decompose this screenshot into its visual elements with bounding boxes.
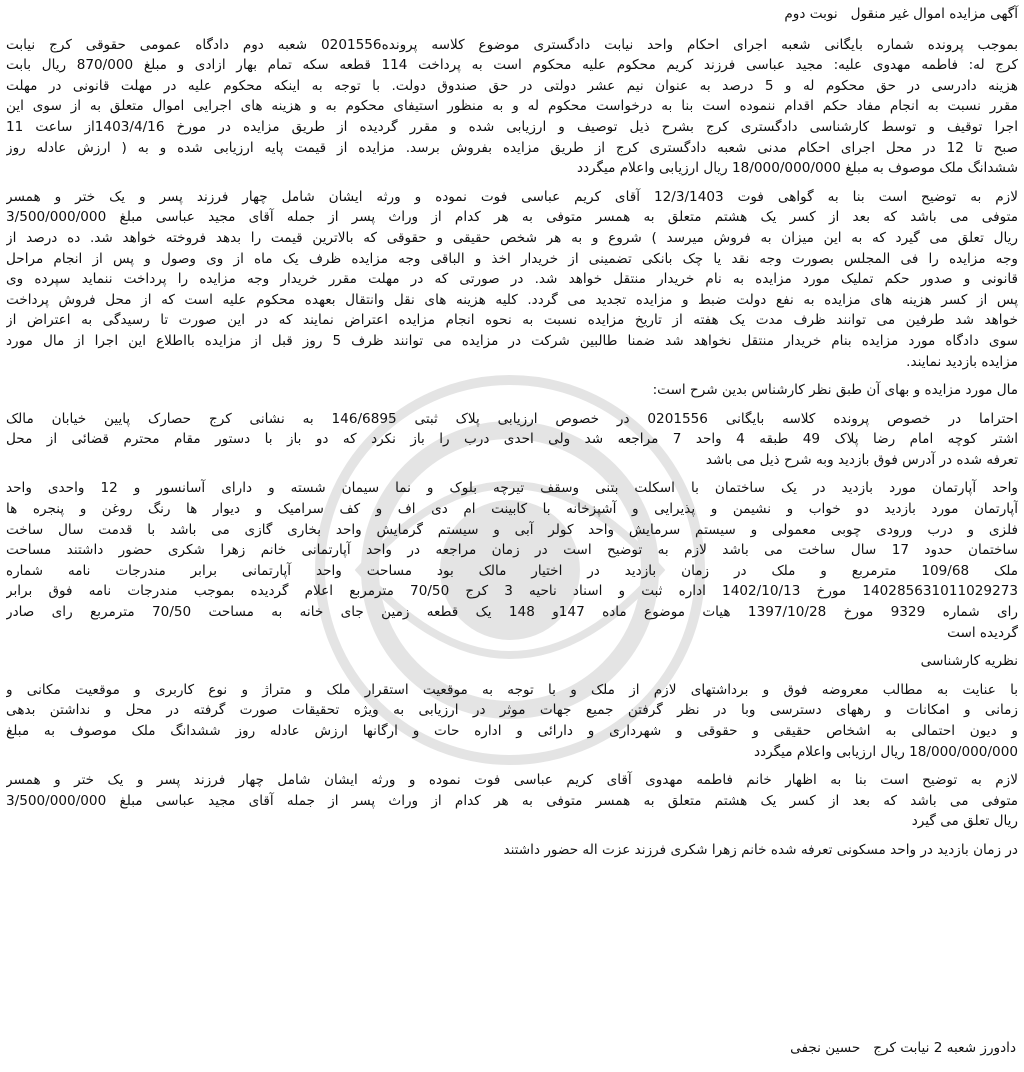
paragraph-2 bbox=[6, 187, 1018, 372]
text-line: ملک 109/68 مترمربع و ملک در زمان بازدید در اختیار مالک بود مساحت واحد آپارتمانی برابر مندرجات نامه شماره bbox=[6, 562, 1018, 579]
text-line: با عنایت به مطالب معروضه فوق و برداشتهای لازم از ملک و با توجه به موقعیت استقرار ملک و متراژ و نوع کاربری و موقعیت مکانی و bbox=[6, 681, 1018, 698]
notice-document bbox=[6, 4, 1018, 869]
notice-header bbox=[6, 4, 1018, 25]
text-line: بموجب پرونده شماره بایگانی شعبه اجرای احکام واحد نیابت دادگستری موضوع کلاسه پرونده0201556 شعبه دوم دادگاه عمومی حقوقی کرج نیابت bbox=[6, 36, 1018, 53]
notice-title: آگهی مزایده اموال غیر منقول bbox=[850, 6, 1018, 22]
text-line: لازم به توضیح است بنا به اظهار خانم فاطمه مهدوی آقای کریم عباسی فوت نموده و ورثه ایشان شامل چهار فرزند پسر و یک ختر و همسر bbox=[6, 772, 1018, 789]
paragraph-1 bbox=[6, 35, 1018, 179]
paragraph-5 bbox=[6, 478, 1018, 643]
text-line: 140285631011029273 مورخ 1402/10/13 اداره ثبت و اسناد ناحیه 3 کرج 70/50 مترمربع اعلام گردیده بموجب مندرجات نامه فوق برابر bbox=[6, 583, 1018, 600]
text-line: هزینه دادرسی در حق محکوم له و 5 درصد به عنوان نیم عشر دولتی در حق صندوق دولت. با توجه به اینکه محکوم علیه در مهلت قانونی در مهلت bbox=[6, 77, 1018, 94]
text-line: مقرر نسبت به انجام مفاد حکم اقدام ننموده است بنا به درخواست محکوم له و به منظور استیفای محکوم به و هزینه های اجرایی اموال متعلق به از سوی این bbox=[6, 98, 1018, 115]
text-line: اجرا توقیف و توسط کارشناسی دادگستری کرج بشرح ذیل توصیف و ارزیابی شده و مقرر گردیده از طریق مزایده در مورخ 1403/4/16از ساعت 11 bbox=[6, 118, 1018, 135]
text-line: متوفی می باشد که بعد از کسر یک هشتم متعلق به همسر متوفی به هر کدام از وراث پسر از جمله آقای مجید عباسی مبلغ 3/500/000/000 bbox=[6, 209, 1018, 226]
paragraph-7 bbox=[6, 680, 1018, 762]
text-line: فلزی و درب ورودی چوبی معمولی و سیستم سرمایش واحد کولر آبی و سیستم گرمایش واحد بخاری گازی می باشد با قدمت سال ساخت bbox=[6, 521, 1018, 538]
text-line: ریال تعلق می گیرد که به این میزان به فروش میرسد ) شروع و به هر شخص حقیقی و حقوقی که بالاترین قیمت را بدهد فروخته خواهد شد. ده درصد از bbox=[6, 229, 1018, 246]
text-line: رای شماره 9329 مورخ 1397/10/28 هیات موضوع ماده 147و 148 یک قطعه زمین جای خانه به مساحت 70/50 مترمربع رای صادر bbox=[6, 604, 1018, 621]
text-line: خواهد شد طرفین می توانند ظرف مدت یک هفته از تاریخ مزایده نسبت به نحوه انجام مزایده اعتراض نمایند که در این صورت تا رسیدگی به اعتراض از bbox=[6, 312, 1018, 329]
signature-name: حسین نجفی bbox=[790, 1040, 861, 1056]
text-line: واحد آپارتمان مورد بازدید در یک ساختمان با اسکلت بتنی وسقف تیرچه بلوک و نما سیمان شسته و دارای آسانسور و 12 واحدی واحد bbox=[6, 480, 1018, 497]
paragraph-8 bbox=[6, 770, 1018, 832]
signature-role: دادورز شعبه 2 نیابت کرج bbox=[873, 1040, 1016, 1056]
text-line: زمانی و امکانات و رههای دسترسی وبا در نظر گرفتن جمیع جهات موثر در ارزیابی به ویژه تحقیقات صورت گرفته در محل و نداشتن بدهی bbox=[6, 702, 1018, 719]
text-line: 18/000/000/000 ریال ارزیابی واعلام میگردد bbox=[754, 743, 1018, 760]
text-line: تعرفه شده در آدرس فوق بازدید وبه شرح ذیل می باشد bbox=[705, 451, 1018, 468]
text-line: آپارتمان مورد بازدید دو خواب و نشیمن و پذیرایی و آشپزخانه با کابینت ام دی اف و کف سرامیک و دیوار ها رنگ روغن و پنجره ها bbox=[6, 501, 1018, 518]
text-line: اشتر کوچه امام رضا پلاک 49 طبقه 4 واحد 7 مراجعه شد ولی احدی درب را باز نکرد که دو باز با دستور مقام محترم قضائی از محل bbox=[6, 431, 1018, 448]
text-line: لازم به توضیح است بنا به گواهی فوت 12/3/1403 آقای کریم عباسی فوت نموده و ورثه ایشان شامل چهار فرزند پسر و یک ختر و همسر bbox=[6, 188, 1018, 205]
text-line: مزایده بازدید نمایند. bbox=[906, 353, 1018, 370]
paragraph-4 bbox=[6, 409, 1018, 471]
paragraph-6 bbox=[6, 651, 1018, 672]
text-line: متوفی می باشد که بعد از کسر یک هشتم متعلق به همسر متوفی به هر کدام از وراث پسر از جمله آقای مجید عباسی مبلغ 3/500/000/000 bbox=[6, 792, 1018, 809]
text-line: احتراما در خصوص پرونده کلاسه بایگانی 0201556 در خصوص ارزیابی پلاک ثبتی 146/6895 به نشانی کرج حصارک پایین خیابان مالک bbox=[6, 410, 1018, 427]
text-line: وجه مزایده را فی المجلس بصورت وجه نقد یا چک بانکی تضمینی از خریدار اخذ و الباقی وجه مزایده ظرف یک ماه از وی وصول و پس از انجام مراحل bbox=[6, 250, 1018, 267]
text-line: و دیون احتمالی به اشخاص حقیقی و حقوقی و شهرداری و دارائی و اداره حات و ارگانها ارزش عادله روز ششدانگ ملک موصوف به مبلغ bbox=[6, 723, 1018, 739]
text-line: ششدانگ ملک موصوف به مبلغ 18/000/000/000 ریال ارزیابی واعلام میگردد bbox=[576, 160, 1018, 177]
text-line: نظریه کارشناسی bbox=[920, 653, 1018, 670]
paragraph-3 bbox=[6, 380, 1018, 401]
text-line: کرج له: فاطمه مهدوی علیه: مجید عباسی فرزند کریم محکوم علیه محکوم است به پرداخت 114 قطعه سکه تمام بهار ازادی و مبلغ 870/000 ریال بابت bbox=[6, 57, 1018, 74]
text-line: مال مورد مزایده و بهای آن طبق نظر کارشناس بدین شرح است: bbox=[652, 382, 1018, 399]
text-line: صبح تا 12 در محل اجرای احکام مدنی شعبه دادگستری کرج از طریق مزایده بفروش برسد. مزایده از قیمت پایه ارزیابی شده و به ( ارزش عادله روز bbox=[6, 139, 1018, 156]
text-line: ساختمان حدود 17 سال ساخت می باشد لازم به توضیح است در زمان مراجعه در واحد آپارتمانی خانم زهرا شکری حضور داشتند مساحت bbox=[6, 542, 1018, 559]
paragraph-9 bbox=[6, 840, 1018, 861]
notice-round: نوبت دوم bbox=[784, 6, 838, 22]
text-line: قانونی و صدور حکم تملیک مورد مزایده به نام خریدار منتقل خواهد شد. در صورتی که در مهلت مقرر خریدار وجه مزایده را پرداخت ننماید سپرده وی bbox=[6, 271, 1018, 288]
text-line: ریال تعلق می گیرد bbox=[911, 813, 1018, 830]
text-line: گردیده است bbox=[947, 624, 1018, 641]
signature-block bbox=[790, 1040, 1016, 1056]
text-line: سوی دادگاه مورد مزایده بنام خریدار منتقل نخواهد شد ضمنا طالبین شرکت در مزایده می توانند ظرف 5 روز قبل از مزایده بااطلاع این اجرا از مال مورد bbox=[6, 332, 1018, 349]
text-line: پس از کسر هزینه های مزایده به نفع دولت ضبط و مزایده تجدید می گردد. کلیه هزینه های نقل وانتقال بعهده محکوم علیه است که از محل فروش پرداخت bbox=[6, 291, 1018, 308]
text-line: در زمان بازدید در واحد مسکونی تعرفه شده خانم زهرا شکری فرزند عزت اله حضور داشتند bbox=[503, 841, 1018, 858]
notice-body bbox=[6, 35, 1018, 861]
